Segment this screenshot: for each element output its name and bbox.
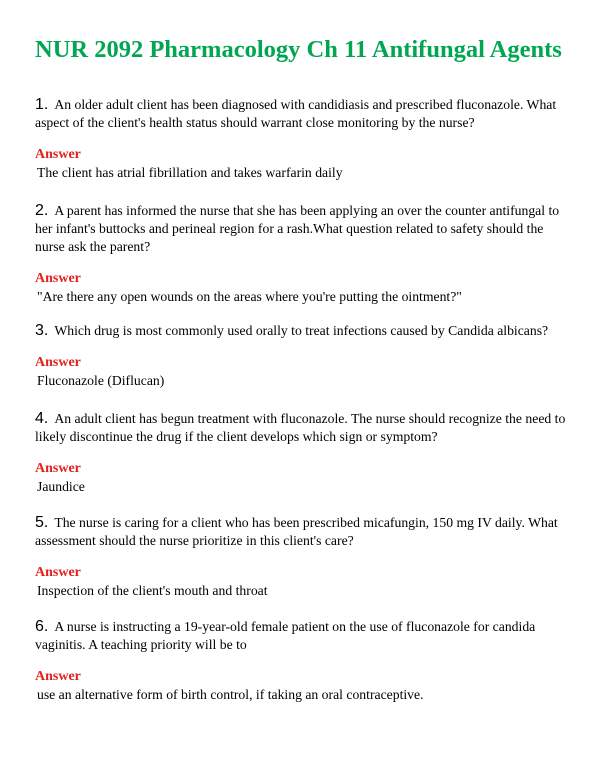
answer-text: The client has atrial fibrillation and takes warfarin daily: [37, 165, 343, 180]
question-text: [35, 618, 570, 654]
question-number: 5.: [35, 514, 49, 531]
answer-label: Answer: [35, 565, 81, 580]
question-body: An adult client has begun treatment with fluconazole. The nurse should recognize the need to likely discontinue the drug if the client develops which sign or symptom?: [35, 411, 566, 444]
question-body: A parent has informed the nurse that she has been applying an over the counter antifungal to her infant's buttocks and perineal region for a rash.What question related to safety should the nurse ask the parent?: [35, 203, 560, 254]
question-number: 2.: [35, 202, 49, 219]
question-text: [35, 410, 570, 446]
answer-label: Answer: [35, 461, 81, 476]
question-body: The nurse is caring for a client who has been prescribed micafungin, 150 mg IV daily. What assessment should the nurse prioritize in this client's care?: [35, 515, 558, 548]
answer-text: Fluconazole (Diflucan): [37, 373, 165, 388]
question-text: [35, 202, 570, 256]
question-number: 1.: [35, 96, 49, 113]
question-body: Which drug is most commonly used orally to treat infections caused by Candida albicans?: [54, 323, 549, 338]
question-number: 3.: [35, 322, 49, 339]
question-number: 4.: [35, 410, 49, 427]
answer-label: Answer: [35, 669, 81, 684]
question-block-6: [35, 618, 570, 704]
question-text: [35, 322, 570, 340]
page-title: NUR 2092 Pharmacology Ch 11 Antifungal Agents: [35, 36, 562, 63]
answer-text: Jaundice: [37, 479, 85, 494]
answer-text: Inspection of the client's mouth and throat: [37, 583, 268, 598]
answer-text: use an alternative form of birth control, if taking an oral contraceptive.: [37, 687, 424, 702]
question-text: [35, 96, 570, 132]
question-block-1: [35, 96, 570, 182]
question-block-4: [35, 410, 570, 496]
question-body: An older adult client has been diagnosed with candidiasis and prescribed fluconazole. What aspect of the client's health status should warrant close monitoring by the nurse?: [35, 97, 557, 130]
answer-text: "Are there any open wounds on the areas where you're putting the ointment?": [37, 289, 462, 304]
question-block-5: [35, 514, 570, 600]
question-number: 6.: [35, 618, 49, 635]
answer-label: Answer: [35, 271, 81, 286]
answer-label: Answer: [35, 147, 81, 162]
answer-label: Answer: [35, 355, 81, 370]
question-block-3: [35, 322, 570, 390]
question-text: [35, 514, 570, 550]
question-body: A nurse is instructing a 19-year-old female patient on the use of fluconazole for candida vaginitis. A teaching priority will be to: [35, 619, 536, 652]
question-block-2: [35, 202, 570, 306]
